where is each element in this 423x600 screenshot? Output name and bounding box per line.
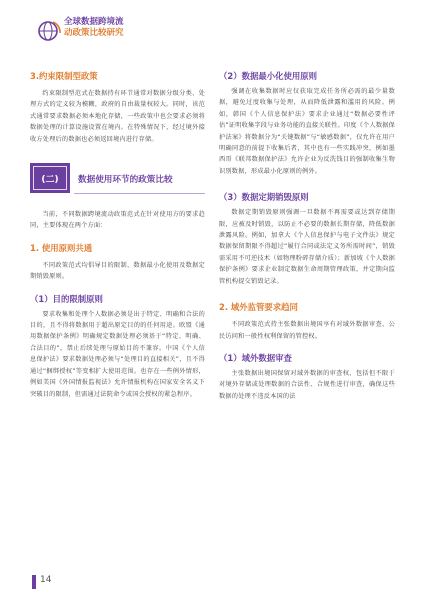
data-minimization-paragraph: 强调在收集数据时应仅获取完成任务所必需的最少量数据，避免过度收集与处理，从而降低泄露和滥用的风险。例如，韩国《个人信息保护法》要求企业通过“数据必要性评估”证明收集字段与业务功能的直接关联性。印度《个人数据保护法案》将数据分为“关键数据”与“敏感数据”，仅允许在用户明确同意的前提下收集后者，其中也有一些实践冲突，例如墨西哥《联邦数据保护法》允许企业为反洗钱目的强制收集生物识别数据，形成最小化原则的例外。 [219, 88, 395, 175]
banner-divider [74, 193, 205, 194]
heading-usage-principles: 1. 使用原则共通 [30, 242, 93, 253]
data-destruction-paragraph: 数据定期销毁原则强调一旦数据不再需要或达到存储期限，应被及时销毁，以防止不必要的数据长期存储，降低数据泄露风险。例如，加拿大《个人信息保护与电子文件法》规定数据保留期限不得超过“履行合同或法定义务所需时间”，销毁需采用不可逆技术（如物理粉碎存储介质）；新加坡《个人数据保护条例》要求企业制定数据生命周期管理政策，并定期向监管机构提交销毁记录。 [219, 209, 395, 285]
purpose-limitation-paragraph: 要求收集和处理个人数据必须是出于特定、明确和合法的目的，且不得将数据用于超出原定目的的任何用途。欧盟《通用数据保护条例》明确规定数据处理必须基于“特定、明确、合法目的”，禁止后续处理与原始目的不兼容。中国《个人信息保护法》要求数据处理必须与“处理目的直接相关”，且不得通过“捆绑授权”等变相扩大使用范围。也存在一些例外情形，例如美国《外国情报监视法》允许情报机构在国家安全名义下突破目的限制，但需通过法院命令或国会授权的紧急程序。 [30, 310, 205, 398]
extraterritorial-review-paragraph: 主张数据出境国保留对域外数据的审查权，包括但不限于对境外存储或处理数据的合法性、合规性进行审查，确保这些数据的处理不违反本国的法 [219, 369, 395, 400]
heading-extraterritorial-review: （1）域外数据审查 [219, 352, 292, 363]
section-number-box: (二) [30, 163, 70, 193]
page-number: 14 [40, 575, 52, 585]
globe-logo-icon [36, 18, 62, 44]
right-column [219, 70, 395, 402]
extraterritorial-paragraph: 不同政策范式持主张数据出境国享有对域外数据审查、公民访问和一般性权利保留的管控权。 [219, 321, 395, 340]
intro-paragraph: 当前，不同数据跨境流动政策范式在针对使用方的要求趋同，主要体现在两个方面： [30, 211, 205, 230]
section-3-heading: 3.约束限制型政策 [30, 71, 98, 81]
section-banner-title: 数据使用环节的政策比较 [78, 175, 173, 186]
section-banner [30, 161, 205, 195]
page-number-marker [32, 575, 36, 589]
heading-purpose-limitation: （1）目的限制原则 [30, 293, 103, 304]
brand-title [64, 17, 184, 39]
left-column [30, 70, 205, 400]
heading-data-minimization: （2）数据最小化使用原则 [219, 71, 317, 81]
brand-line-1: 全球数据跨境流 [64, 17, 124, 27]
heading-extraterritorial: 2. 域外监管要求趋同 [219, 302, 298, 313]
section-3-paragraph: 约束限制型范式在数据持有环节通常对数据分级分类、处理方式的定义较为模糊，政府的自由裁量权较大。同时，该范式通常要求数据必须本地化存储，一些政策中也会要求必须将数据处理的计算设施设置在境内。在特殊情况下，经过境外接收方处理后的数据也必须返回境内进行存储。 [30, 90, 205, 143]
heading-data-destruction: （3）数据定期销毁原则 [219, 192, 309, 203]
brand-line-2: 动政策比较研究 [64, 28, 124, 38]
usage-principles-paragraph: 不同政策范式均倡导目的限制、数据最小化使用及数据定期销毁原则。 [30, 261, 205, 281]
